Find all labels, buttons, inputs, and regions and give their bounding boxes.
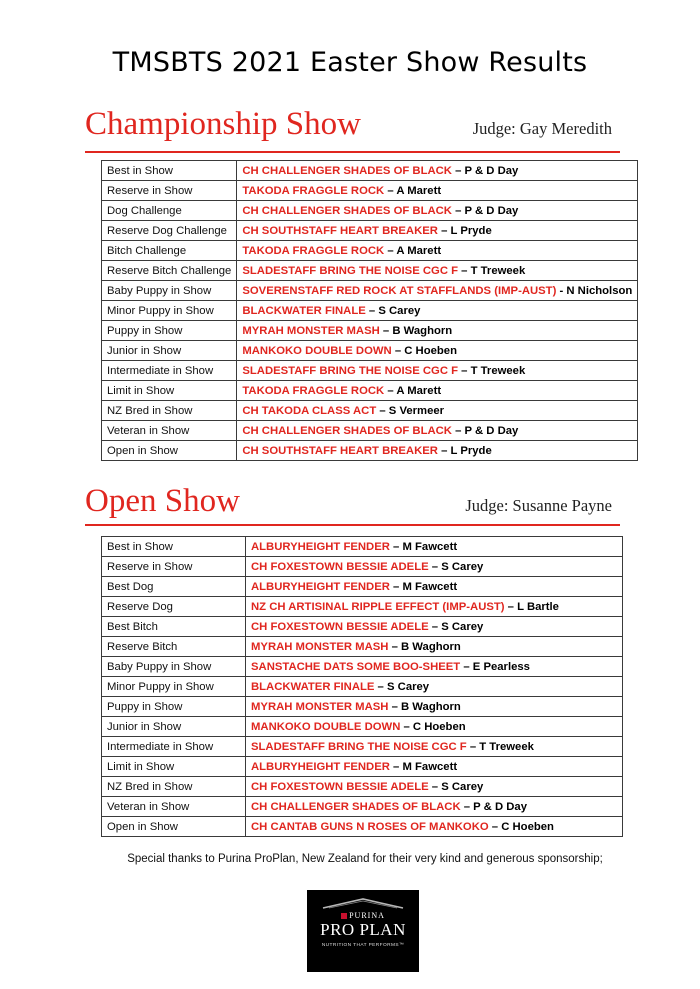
award-result [237, 181, 638, 201]
result-row [102, 241, 638, 261]
open-header [85, 483, 620, 531]
award-result [237, 421, 638, 441]
result-row [102, 597, 623, 617]
dog-name: TAKODA FRAGGLE ROCK [242, 184, 385, 197]
dog-name: CH FOXESTOWN BESSIE ADELE [251, 620, 429, 633]
dog-name: BLACKWATER FINALE [242, 304, 366, 317]
dog-name: ALBURYHEIGHT FENDER [251, 540, 390, 553]
award-result [246, 817, 623, 837]
dog-name: BLACKWATER FINALE [251, 680, 375, 693]
award-category: Veteran in Show [102, 797, 246, 817]
award-category: Reserve Bitch [102, 637, 246, 657]
award-result [237, 221, 638, 241]
award-result [246, 797, 623, 817]
owner-name: – B Waghorn [388, 700, 461, 713]
owner-name: – P & D Day [460, 800, 527, 813]
award-category: Reserve Bitch Challenge [102, 261, 237, 281]
award-result [246, 677, 623, 697]
owner-name: – T Treweek [466, 740, 534, 753]
dog-name: CH TAKODA CLASS ACT [242, 404, 377, 417]
owner-name: – S Carey [374, 680, 430, 693]
award-category: Best Dog [102, 577, 246, 597]
dog-name: MANKOKO DOUBLE DOWN [242, 344, 392, 357]
result-row [102, 617, 623, 637]
result-row [102, 261, 638, 281]
result-row [102, 717, 623, 737]
award-result [246, 697, 623, 717]
owner-name: – A Marett [384, 244, 442, 257]
result-row [102, 181, 638, 201]
result-row [102, 221, 638, 241]
logo-tagline: NUTRITION THAT PERFORMS™ [321, 943, 405, 948]
dog-name: MYRAH MONSTER MASH [242, 324, 380, 337]
award-category: Limit in Show [102, 381, 237, 401]
owner-name: – S Vermeer [376, 404, 445, 417]
result-row [102, 381, 638, 401]
purina-proplan-logo [307, 890, 419, 972]
result-row [102, 637, 623, 657]
award-result [237, 341, 638, 361]
dog-name: CH CHALLENGER SHADES OF BLACK [251, 800, 461, 813]
award-category: Puppy in Show [102, 697, 246, 717]
result-row [102, 401, 638, 421]
result-row [102, 301, 638, 321]
result-row [102, 697, 623, 717]
owner-name: – T Treweek [458, 364, 526, 377]
award-result [237, 261, 638, 281]
owner-name: – M Fawcett [389, 760, 458, 773]
award-result [246, 617, 623, 637]
owner-name: – M Fawcett [389, 580, 458, 593]
dog-name: MANKOKO DOUBLE DOWN [251, 720, 401, 733]
dog-name: ALBURYHEIGHT FENDER [251, 580, 390, 593]
owner-name: – P & D Day [451, 424, 519, 437]
championship-results-table [101, 160, 638, 461]
championship-judge: Judge: Gay Meredith [472, 119, 612, 138]
dog-name: CH CANTAB GUNS N ROSES OF MANKOKO [251, 820, 489, 833]
award-result [246, 637, 623, 657]
championship-underline [85, 151, 620, 153]
dog-name: MYRAH MONSTER MASH [251, 700, 389, 713]
award-category: Bitch Challenge [102, 241, 237, 261]
award-category: Reserve Dog [102, 597, 246, 617]
owner-name: – B Waghorn [388, 640, 461, 653]
award-category: Reserve in Show [102, 557, 246, 577]
award-result [237, 441, 638, 461]
result-row [102, 817, 623, 837]
award-category: Intermediate in Show [102, 361, 237, 381]
award-result [237, 301, 638, 321]
result-row [102, 201, 638, 221]
owner-name: – B Waghorn [379, 324, 453, 337]
award-result [246, 557, 623, 577]
open-title: Open Show [85, 483, 240, 519]
result-row [102, 421, 638, 441]
award-category: Puppy in Show [102, 321, 237, 341]
award-category: Best in Show [102, 161, 237, 181]
result-row [102, 441, 638, 461]
dog-name: TAKODA FRAGGLE ROCK [242, 244, 385, 257]
page-title: TMSBTS 2021 Easter Show Results [112, 47, 588, 78]
open-results-table [101, 536, 623, 837]
dog-name: CH CHALLENGER SHADES OF BLACK [242, 204, 452, 217]
dog-name: SOVERENSTAFF RED ROCK AT STAFFLANDS (IMP-AUST) [242, 284, 557, 297]
award-category: Open in Show [102, 817, 246, 837]
award-category: Reserve Dog Challenge [102, 221, 237, 241]
dog-name: CH SOUTHSTAFF HEART BREAKER [242, 444, 438, 457]
logo-product: PRO PLAN [320, 920, 406, 939]
owner-name: – M Fawcett [389, 540, 458, 553]
award-category: Baby Puppy in Show [102, 281, 237, 301]
dog-name: CH CHALLENGER SHADES OF BLACK [242, 164, 452, 177]
result-row [102, 281, 638, 301]
dog-name: SLADESTAFF BRING THE NOISE CGC F [251, 740, 467, 753]
dog-name: SLADESTAFF BRING THE NOISE CGC F [242, 264, 459, 277]
owner-name: – A Marett [384, 384, 442, 397]
result-row [102, 341, 638, 361]
award-result [237, 321, 638, 341]
dog-name: MYRAH MONSTER MASH [251, 640, 389, 653]
owner-name: – A Marett [384, 184, 442, 197]
dog-name: SLADESTAFF BRING THE NOISE CGC F [242, 364, 459, 377]
award-result [246, 717, 623, 737]
dog-name: CH CHALLENGER SHADES OF BLACK [242, 424, 452, 437]
award-result [246, 657, 623, 677]
award-result [237, 401, 638, 421]
owner-name: – L Pryde [437, 444, 492, 457]
owner-name: – C Hoeben [400, 720, 466, 733]
owner-name: – S Carey [428, 560, 484, 573]
result-row [102, 777, 623, 797]
award-result [237, 201, 638, 221]
award-result [246, 757, 623, 777]
owner-name: – C Hoeben [488, 820, 554, 833]
result-row [102, 161, 638, 181]
dog-name: CH FOXESTOWN BESSIE ADELE [251, 560, 429, 573]
result-row [102, 757, 623, 777]
checkerboard-icon [341, 913, 347, 919]
award-category: NZ Bred in Show [102, 401, 237, 421]
award-category: Veteran in Show [102, 421, 237, 441]
sponsor-thanks: Special thanks to Purina ProPlan, New Zealand for their very kind and generous sponsorship; [127, 853, 603, 865]
award-result [237, 381, 638, 401]
dog-name: TAKODA FRAGGLE ROCK [242, 384, 385, 397]
award-category: Baby Puppy in Show [102, 657, 246, 677]
award-category: Best Bitch [102, 617, 246, 637]
dog-name: NZ CH ARTISINAL RIPPLE EFFECT (IMP-AUST) [251, 600, 505, 613]
award-category: Dog Challenge [102, 201, 237, 221]
owner-name: – L Pryde [437, 224, 492, 237]
result-row [102, 537, 623, 557]
award-category: Best in Show [102, 537, 246, 557]
owner-name: – S Carey [428, 620, 484, 633]
championship-header [85, 106, 620, 154]
owner-name: – C Hoeben [391, 344, 457, 357]
open-underline [85, 524, 620, 526]
award-category: Junior in Show [102, 341, 237, 361]
award-result [246, 597, 623, 617]
award-category: Intermediate in Show [102, 737, 246, 757]
result-row [102, 321, 638, 341]
dog-name: CH SOUTHSTAFF HEART BREAKER [242, 224, 438, 237]
award-result [246, 777, 623, 797]
result-row [102, 737, 623, 757]
result-row [102, 557, 623, 577]
owner-name: – S Carey [428, 780, 484, 793]
dog-name: SANSTACHE DATS SOME BOO-SHEET [251, 660, 461, 673]
award-category: Reserve in Show [102, 181, 237, 201]
award-category: Limit in Show [102, 757, 246, 777]
owner-name: – E Pearless [460, 660, 530, 673]
result-row [102, 797, 623, 817]
award-result [246, 537, 623, 557]
award-result [237, 281, 638, 301]
dog-name: CH FOXESTOWN BESSIE ADELE [251, 780, 429, 793]
owner-name: – L Bartle [504, 600, 559, 613]
award-result [237, 161, 638, 181]
owner-name: – T Treweek [458, 264, 526, 277]
result-row [102, 577, 623, 597]
logo-brand-text: PURINA [349, 911, 385, 920]
owner-name: – P & D Day [451, 164, 519, 177]
owner-name: – S Carey [365, 304, 421, 317]
roof-icon [321, 897, 405, 909]
open-judge: Judge: Susanne Payne [465, 496, 612, 515]
award-category: Minor Puppy in Show [102, 677, 246, 697]
award-category: NZ Bred in Show [102, 777, 246, 797]
result-row [102, 677, 623, 697]
logo-brand [307, 911, 419, 920]
award-result [237, 241, 638, 261]
award-category: Minor Puppy in Show [102, 301, 237, 321]
owner-name: – P & D Day [451, 204, 519, 217]
owner-name: - N Nicholson [556, 284, 633, 297]
result-row [102, 361, 638, 381]
award-category: Open in Show [102, 441, 237, 461]
dog-name: ALBURYHEIGHT FENDER [251, 760, 390, 773]
award-category: Junior in Show [102, 717, 246, 737]
championship-title: Championship Show [85, 106, 361, 142]
award-result [246, 737, 623, 757]
result-row [102, 657, 623, 677]
award-result [237, 361, 638, 381]
award-result [246, 577, 623, 597]
